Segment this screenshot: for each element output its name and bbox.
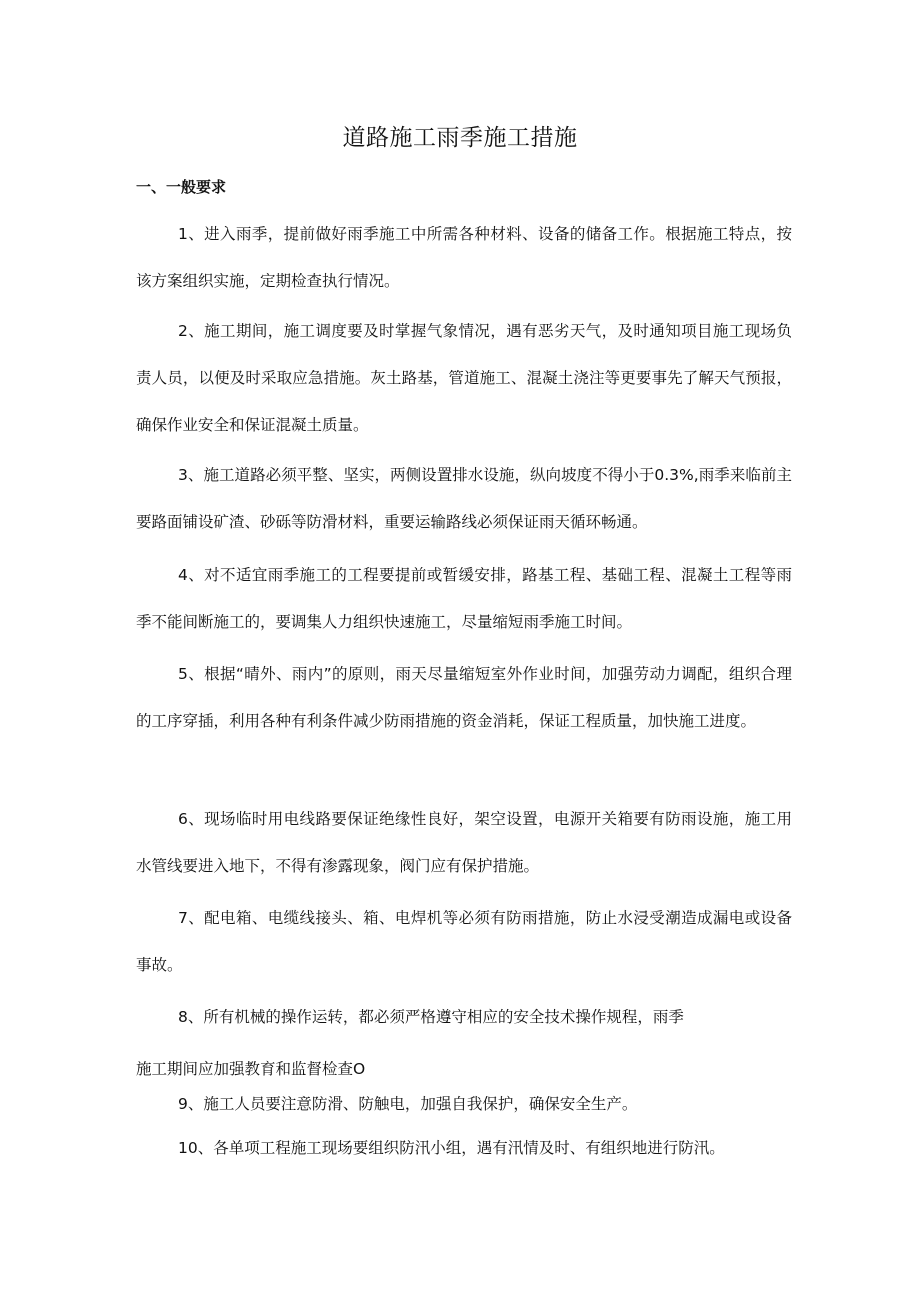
paragraph-item-10: 10、各单项工程施工现场要组织防汛小组，遇有汛情及时、有组织地进行防汛。 bbox=[178, 1139, 725, 1157]
paragraph-item-8-line-2: 施工期间应加强教育和监督检查O bbox=[136, 1060, 366, 1078]
paragraph-item-9: 9、施工人员要注意防滑、防触电，加强自我保护，确保安全生产。 bbox=[178, 1095, 638, 1113]
paragraph-item-1: 1、进入雨季，提前做好雨季施工中所需各种材料、设备的储备工作。根据施工特点，按该方案组织实施，定期检查执行情况。 bbox=[136, 225, 792, 290]
paragraph-item-4: 4、对不适宜雨季施工的工程要提前或暂缓安排，路基工程、基础工程、混凝土工程等雨季不能间断施工的，要调集人力组织快速施工，尽量缩短雨季施工时间。 bbox=[136, 566, 792, 631]
paragraph-item-2: 2、施工期间，施工调度要及时掌握气象情况，遇有恶劣天气，及时通知项目施工现场负责人员，以便及时采取应急措施。灰土路基，管道施工、混凝土浇注等更要事先了解天气预报，确保作业安全和保证混凝土质量。 bbox=[136, 322, 792, 434]
paragraph-item-5: 5、根据“晴外、雨内”的原则，雨天尽量缩短室外作业时间，加强劳动力调配，组织合理的工序穿插，利用各种有利条件减少防雨措施的资金消耗，保证工程质量，加快施工进度。 bbox=[136, 665, 792, 730]
paragraph-item-6: 6、现场临时用电线路要保证绝缘性良好，架空设置，电源开关箱要有防雨设施，施工用水管线要进入地下，不得有渗露现象，阀门应有保护措施。 bbox=[136, 810, 792, 875]
section-heading: 一、一般要求 bbox=[136, 178, 227, 196]
paragraph-item-8-line-1: 8、所有机械的操作运转，都必须严格遵守相应的安全技术操作规程，雨季 bbox=[178, 1008, 684, 1026]
page-title: 道路施工雨季施工措施 bbox=[342, 125, 578, 151]
paragraph-item-7: 7、配电箱、电缆线接头、箱、电焊机等必须有防雨措施，防止水浸受潮造成漏电或设备事故。 bbox=[136, 909, 792, 974]
paragraph-item-3: 3、施工道路必须平整、坚实，两侧设置排水设施，纵向坡度不得小于0.3%,雨季来临前主要路面铺设矿渣、砂砾等防滑材料，重要运输路线必须保证雨天循环畅通。 bbox=[136, 466, 792, 531]
